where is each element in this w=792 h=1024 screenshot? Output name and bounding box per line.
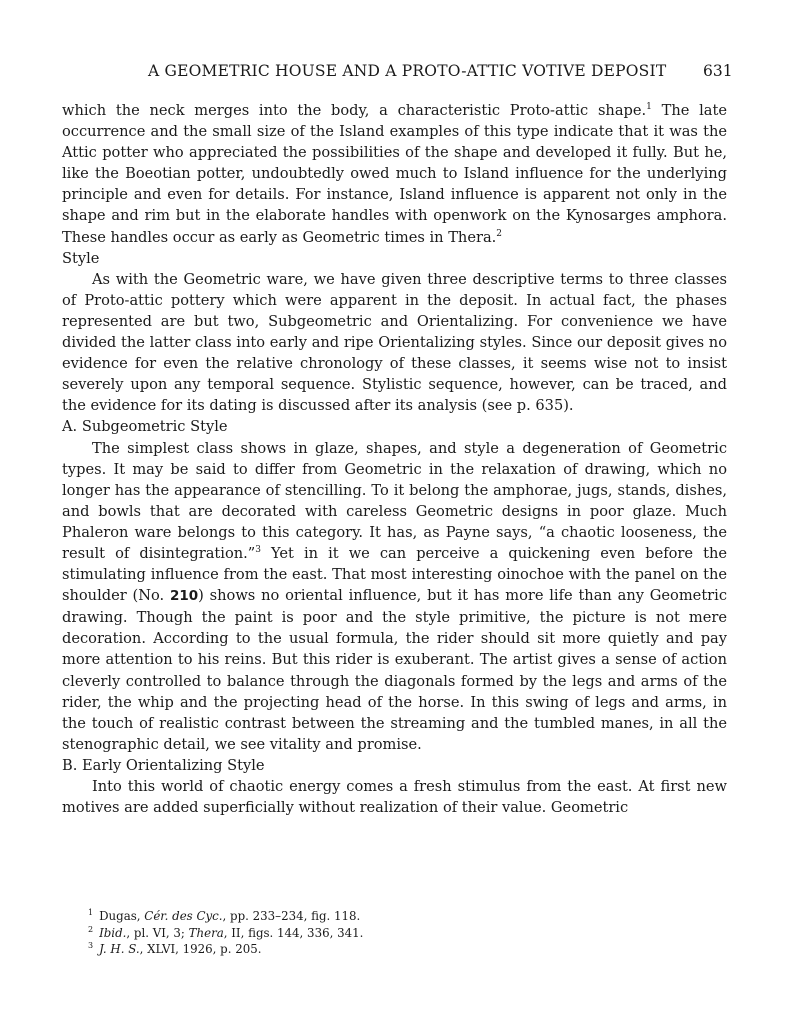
intro-paragraph [62,100,727,248]
footnote-text: Dugas, [99,909,145,923]
subgeometric-text-3: ) shows no oriental influence, but it has more life than any Geometric drawing. Though the paint is poor and the style primitive, the picture is not mere decoration. According to the usual formula, the rider should sit more quietly and pay more attention to his reins. But this rider is exuberant. The artist gives a sense of action cleverly controlled to balance through the diagonals formed by the legs and arms of the rider, the whip and the projecting head of the horse. In this swing of legs and arms, in the touch of realistic contrast between the streaming and the tumbled manes, in all the stenographic detail, we see vitality and promise. [62,587,728,753]
heading-subgeometric: A. Subgeometric Style [62,418,228,436]
catalog-number: 210 [169,588,199,605]
footnote-italic: Ibid. [99,925,127,940]
article-body [62,100,727,818]
page-number: 631 [703,62,733,80]
footnote-text: , pp. 233–234, fig. 118. [222,909,361,923]
footnote-1 [88,908,363,925]
subgeometric-text-1: The simplest class shows in glaze, shapes, and style a degeneration of Geometric types. It may be said to differ from Geometric in the relaxation of drawing, which no longer has the appearance of stencilling. To it belong the amphorae, jugs, stands, dishes, and bowls that are decorated with careless Geometric designs in poor glaze. Much Phaleron ware belongs to this category. It has, as Payne says, “a chaotic looseness, the result of disintegration.” [62,439,727,562]
running-header [0,62,792,86]
footnote-text: , II, figs. 144, 336, 341. [223,925,364,940]
footnote-mark: 1 [88,908,94,918]
running-title: A GEOMETRIC HOUSE AND A PROTO-ATTIC VOTIVE DEPOSIT [148,62,667,80]
footnote-italic: Cér. des Cyc. [144,909,223,923]
footnote-mark: 3 [88,941,94,951]
heading-early-orientalizing: B. Early Orientalizing Style [62,756,265,774]
footnote-italic: J. H. S. [99,942,140,956]
footnote-text: , XLVI, 1926, p. 205. [139,942,262,956]
footnote-2 [88,925,363,942]
style-paragraph: As with the Geometric ware, we have given three descriptive terms to three classes of Proto-attic pottery which were apparent in the deposit. In actual fact, the phases represented are but two, Subgeometric and Orientalizing. For convenience we have divided the latter class into early and ripe Orientalizing styles. Since our deposit gives no evidence for even the relative chronology of these classes, it seems wise not to insist severely upon any temporal sequence. Stylistic sequence, however, can be traced, and the evidence for its dating is discussed after its analysis (see p. 635). [62,270,727,415]
footnote-3 [88,941,363,958]
footnote-mark: 2 [88,924,94,934]
footnote-ref-1[interactable]: 1 [646,102,652,113]
intro-text-2: The late occurrence and the small size of the Island examples of this type indicate that it was the Attic potter who appreciated the possibilities of the shape and developed it fully. But he, like the Boeotian potter, undoubtedly owed much to Island influence for the underlying principle and even for details. For instance, Island influence is apparent not only in the shape and rim but in the elaborate handles with openwork on the Kynosarges amphora. These handles occur as early as Geometric times in Thera. [62,102,727,246]
footnotes [88,908,363,958]
footnote-italic: Thera [188,925,224,940]
intro-text-1: which the neck merges into the body, a characteristic Proto-attic shape. [62,102,647,119]
footnote-ref-3[interactable]: 3 [255,545,261,556]
early-orientalizing-paragraph: Into this world of chaotic energy comes a fresh stimulus from the east. At first new motives are added superficially without realization of their value. Geometric [62,778,727,817]
subgeometric-paragraph [62,438,727,755]
heading-style: Style [62,249,100,267]
subgeometric-text-2: Yet in it we can perceive a quickening even before the stimulating influence from the east. That most interesting oinochoe with the panel on the shoulder (No. [62,544,727,605]
footnote-text: , pl. VI, 3; [126,925,189,940]
footnote-ref-2[interactable]: 2 [496,228,503,239]
